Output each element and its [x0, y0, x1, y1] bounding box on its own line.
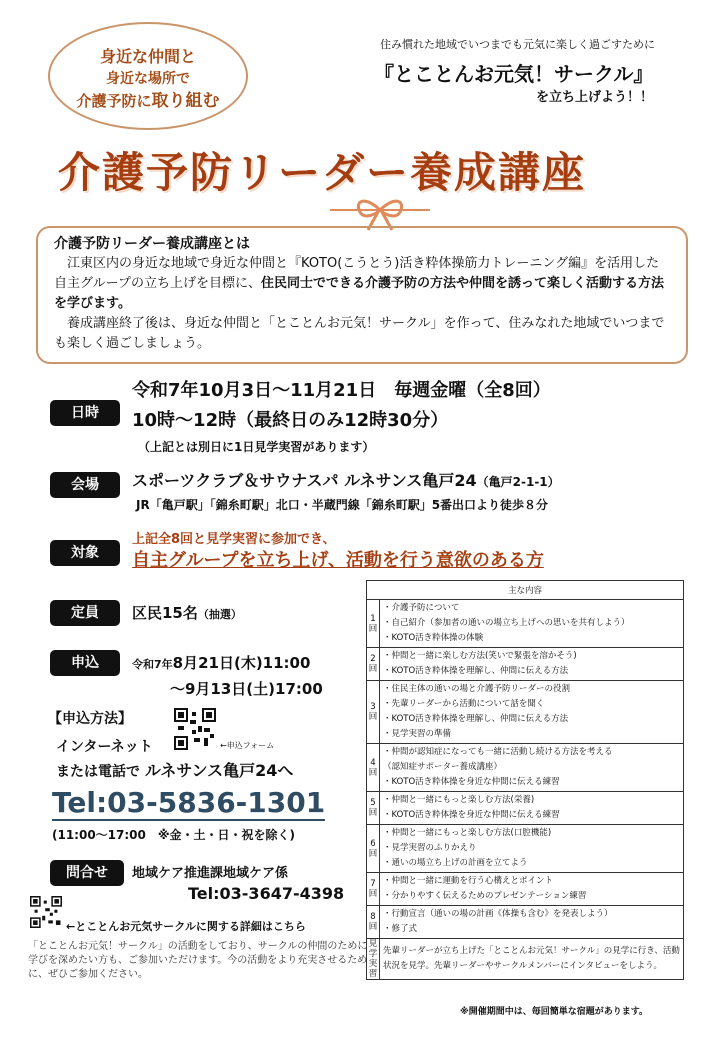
schedule-table: [366, 580, 684, 980]
date-note: （上記とは別日に1日見学実習があります）: [138, 440, 375, 454]
list-item: ・通いの場立ち上げの計画を立てよう: [383, 858, 528, 868]
apply-internet: インターネット: [56, 739, 153, 755]
list-item: ・KOTO活き粋体操を理解し、仲間に伝える方法: [383, 714, 569, 724]
list-item: ・仲間が認知症になっても一緒に活動し続ける方法を考える: [383, 747, 613, 757]
session-number: 6 回: [367, 825, 380, 873]
session-number: 4 回: [367, 744, 380, 792]
session-content: [380, 744, 684, 792]
label-apply: 申込: [50, 650, 120, 676]
label-venue: 会場: [50, 472, 120, 498]
session-content: [380, 681, 684, 744]
label-contact: 問合せ: [50, 860, 124, 886]
list-item: ・先輩リーダーから活動について話を聞く: [383, 699, 545, 709]
badge-line3: 介護予防に取り組む: [76, 91, 220, 111]
session-number: 8 回: [367, 906, 380, 939]
table-row: [367, 600, 684, 648]
circle-info-link: ←とことんお元気サークルに関する詳細はこちら: [66, 920, 306, 933]
session-number: 3 回: [367, 681, 380, 744]
capacity-value: 区民15名（抽選）: [132, 604, 242, 622]
list-item: ・住民主体の通いの場と介護予防リーダーの役割: [383, 684, 571, 694]
intro-box: [36, 226, 688, 364]
apply-tel[interactable]: Tel:03-5836-1301: [52, 786, 326, 819]
badge-line1: 身近な仲間と: [99, 47, 196, 66]
list-item: ・行動宣言（通いの場の計画《体操も含む》を発表しよう）: [383, 909, 613, 919]
list-item: ・見学実習のふりかえり: [383, 843, 477, 853]
apply-to: ～9月13日(土)17:00: [170, 680, 323, 698]
table-row: [367, 906, 684, 939]
table-row: [367, 873, 684, 906]
apply-hours: (11:00～17:00 ※金・土・日・祝を除く): [52, 828, 296, 842]
qr-code-icon[interactable]: [174, 708, 216, 750]
tagline-badge: [48, 22, 248, 130]
apply-from: 令和7年8月21日(木)11:00: [132, 654, 311, 672]
session-content: [380, 939, 684, 980]
table-row: [367, 648, 684, 681]
intro-paragraph2: 養成講座終了後は、身近な仲間と「とことんお元気！サークル」を作って、住みなれた地域でいつまでも楽しく過ごしましょう。: [54, 316, 665, 351]
badge-line2: 身近な場所で: [106, 71, 190, 87]
session-number: 7 回: [367, 873, 380, 906]
page-title: 介護予防リーダー養成講座: [58, 148, 587, 197]
list-item: ・KOTO活き粋体操の体験: [383, 633, 484, 643]
table-row: [367, 792, 684, 825]
list-item: ・分かりやすく伝えるためのプレゼンテーション練習: [383, 891, 587, 901]
table-row: [367, 681, 684, 744]
circle-member-note: 「とことんお元気！サークル」の活動をしており、サークルの仲間のために学びを深めたい方も、ご参加いただけます。今の活動をより充実させるために、ぜひご参加ください。: [28, 941, 368, 980]
session-number: 見 学 実 習: [367, 939, 380, 980]
qr-label: ←申込フォーム: [220, 741, 275, 750]
venue-name: スポーツクラブ＆サウナスパ ルネサンス亀戸24（亀戸2-1-1）: [132, 471, 560, 490]
tagline-line1: 住み慣れた地域でいつまでも元気に楽しく過ごすために: [380, 38, 655, 51]
list-item: ・仲間と一緒にもっと楽しむ方法(栄養): [383, 795, 535, 805]
list-item: ・自己紹介（参加者の通いの場立ち上げへの思いを共有しよう）: [383, 618, 630, 628]
intro-paragraph1: 江東区内の身近な地域で身近な仲間と『KOTO(こうとう)活き粋体操筋力トレーニング編』を活用した自主グループの立ち上げを目標に、住民同士でできる介護予防の方法や仲間を誘って楽しく活動する方法を学びます。: [54, 256, 664, 311]
apply-method-heading: 【申込方法】: [48, 711, 132, 727]
schedule-header: 主な内容: [367, 581, 684, 600]
list-item: （認知症サポーター養成講座）: [383, 762, 503, 772]
session-content: [380, 906, 684, 939]
list-item: ・修了式: [383, 924, 418, 934]
list-item: 先輩リーダーが立ち上げた「とことんお元気！サークル」の見学に行き、活動状況を見学。先輩リーダーやサークルメンバーにインタビューをしよう。: [383, 946, 680, 971]
session-content: [380, 648, 684, 681]
list-item: ・介護予防について: [383, 603, 460, 613]
session-content: [380, 600, 684, 648]
target-line2: 自主グループを立ち上げ、活動を行う意欲のある方: [132, 550, 544, 571]
session-content: [380, 825, 684, 873]
venue-access: JR「亀戸駅」「錦糸町駅」北口・半蔵門線「錦糸町駅」5番出口より徒歩８分: [136, 498, 549, 512]
session-number: 2 回: [367, 648, 380, 681]
session-number: 1 回: [367, 600, 380, 648]
list-item: ・仲間と一緒に運動を行う心構えとポイント: [383, 876, 554, 886]
target-line1: 上記全8回と見学実習に参加でき、: [132, 532, 336, 547]
list-item: ・見学実習の準備: [383, 729, 452, 739]
apply-phone: または電話で ルネサンス亀戸24へ: [56, 761, 294, 780]
session-content: [380, 792, 684, 825]
label-target: 対象: [50, 540, 120, 566]
list-item: ・KOTO活き粋体操を身近な仲間に伝える練習: [383, 777, 560, 787]
table-row: [367, 744, 684, 792]
time-range: 10時～12時（最終日のみ12時30分）: [132, 410, 449, 431]
list-item: ・KOTO活き粋体操を理解し、仲間に伝える方法: [383, 666, 569, 676]
table-row: [367, 939, 684, 980]
list-item: ・仲間と一緒にもっと楽しむ方法(口腔機能): [383, 828, 552, 838]
session-number: 5 回: [367, 792, 380, 825]
tagline-line3: を立ち上げよう！！: [536, 90, 654, 105]
qr-code-icon[interactable]: [30, 896, 62, 928]
contact-dept: 地域ケア推進課地域ケア係: [132, 866, 289, 881]
label-datetime: 日時: [50, 400, 120, 426]
contact-tel[interactable]: Tel:03-3647-4398: [188, 884, 345, 903]
date-range: 令和7年10月3日～11月21日 毎週金曜（全8回）: [132, 380, 551, 401]
label-capacity: 定員: [50, 600, 120, 626]
list-item: ・KOTO活き粋体操を身近な仲間に伝える練習: [383, 810, 560, 820]
homework-note: ※開催期間中は、毎回簡単な宿題があります。: [460, 1007, 649, 1017]
session-content: [380, 873, 684, 906]
intro-heading: 介護予防リーダー養成講座とは: [54, 236, 250, 252]
tagline-line2: 『とことんお元気！サークル』: [374, 62, 654, 86]
list-item: ・仲間と一緒に楽しむ方法(笑いで緊張を溶かそう): [383, 651, 577, 661]
table-row: [367, 825, 684, 873]
